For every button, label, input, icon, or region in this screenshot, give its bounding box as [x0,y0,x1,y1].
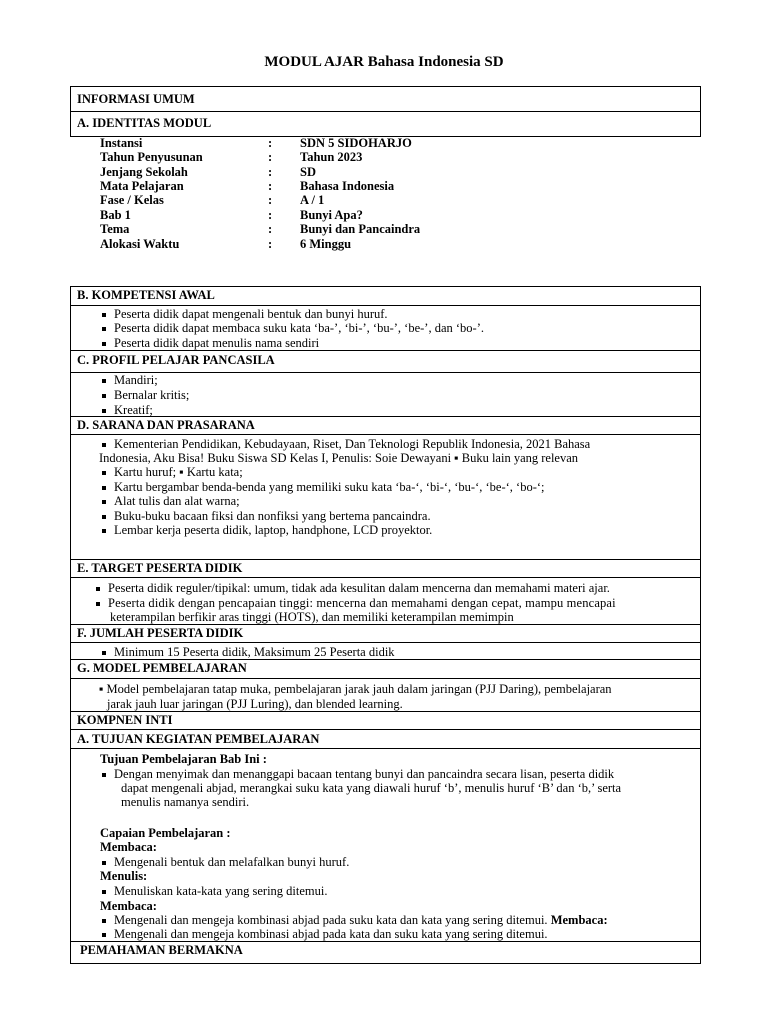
colon: : [268,136,273,150]
identitas-value-tahun: Tahun 2023 [300,150,363,164]
identitas-header [70,111,701,137]
profil-header: C. PROFIL PELAJAR PANCASILA [77,353,275,367]
identitas-label-jenjang: Jenjang Sekolah [100,165,188,179]
table-rule [70,434,701,435]
identitas-label-fase: Fase / Kelas [100,193,164,207]
list-item: ▪ Model pembelajaran tatap muka, pembelajaran jarak jauh dalam jaringan (PJJ Daring), pembelajaran [99,682,612,696]
jumlah-header: F. JUMLAH PESERTA DIDIK [77,626,244,640]
list-item-continuation: dapat mengenali abjad, merangkai suku kata yang diawali huruf ‘b’, menulis huruf ‘B’ dan ‘b,’ serta [121,781,622,795]
colon: : [268,193,273,207]
identitas-label-tema: Tema [100,222,130,236]
list-item-continuation: menulis namanya sendiri. [121,795,250,809]
list-item: Peserta didik dengan pencapaian tinggi: mencerna dan memahami dengan cepat, mampu mencapai [96,596,616,610]
table-rule [70,729,701,730]
identitas-value-fase: A / 1 [300,193,325,207]
table-rule [70,577,701,578]
table-rule [70,941,701,942]
table-rule [70,624,701,625]
list-item: Mengenali dan mengeja kombinasi abjad pada suku kata dan kata yang sering ditemui. Membaca: [102,913,608,927]
informasi-umum-header [70,86,701,112]
list-item: Minimum 15 Peserta didik, Maksimum 25 Peserta didik [102,645,395,659]
identitas-label-mapel: Mata Pelajaran [100,179,184,193]
kompetensi-header: B. KOMPETENSI AWAL [77,288,215,302]
colon: : [268,150,273,164]
list-item: Bernalar kritis; [102,388,189,402]
list-item-continuation: jarak jauh luar jaringan (PJJ Luring), dan blended learning. [107,697,403,711]
komponen-inti-header: KOMPNEN INTI [77,713,173,727]
list-item: Peserta didik dapat mengenali bentuk dan bunyi huruf. [102,307,388,321]
list-item: Alat tulis dan alat warna; [102,494,240,508]
list-item: Peserta didik reguler/tipikal: umum, tidak ada kesulitan dalam mencerna dan memahami materi ajar. [96,581,610,595]
sarana-header: D. SARANA DAN PRASARANA [77,418,255,432]
colon: : [268,179,273,193]
target-header: E. TARGET PESERTA DIDIK [77,561,243,575]
identitas-value-tema: Bunyi dan Pancaindra [300,222,421,236]
identitas-label-bab: Bab 1 [100,208,131,222]
membaca-heading: Membaca: [100,840,157,854]
table-rule [70,748,701,749]
colon: : [268,208,273,222]
identitas-value-jenjang: SD [300,165,316,179]
colon: : [268,165,273,179]
identitas-value-mapel: Bahasa Indonesia [300,179,395,193]
pemahaman-header: PEMAHAMAN BERMAKNA [80,943,243,957]
document-title: MODUL AJAR Bahasa Indonesia SD [264,54,504,70]
identitas-label-alokasi: Alokasi Waktu [100,237,180,251]
identitas-value-bab: Bunyi Apa? [300,208,363,222]
tujuan-header: A. TUJUAN KEGIATAN PEMBELAJARAN [77,732,320,746]
table-rule [70,350,701,351]
list-item-continuation: keterampilan berfikir aras tinggi (HOTS), dan memiliki keterampilan memimpin [110,610,514,624]
list-item: Buku-buku bacaan fiksi dan nonfiksi yang bertema pancaindra. [102,509,431,523]
table-rule [70,711,701,712]
table-rule [70,372,701,373]
identitas-label-instansi: Instansi [100,136,143,150]
list-item: Peserta didik dapat membaca suku kata ‘ba-’, ‘bi-’, ‘bu-’, ‘be-’, dan ‘bo-’. [102,321,484,335]
tujuan-subheading: Tujuan Pembelajaran Bab Ini : [100,752,267,766]
list-item: Mengenali bentuk dan melafalkan bunyi huruf. [102,855,349,869]
list-item: Kreatif; [102,403,153,417]
membaca-heading: Membaca: [100,899,157,913]
list-item: Mandiri; [102,373,158,387]
list-item-continuation: Indonesia, Aku Bisa! Buku Siswa SD Kelas I, Penulis: Soie Dewayani ▪ Buku lain yang relevan [99,451,579,465]
list-item: Kartu bergambar benda-benda yang memiliki suku kata ‘ba-‘, ‘bi-‘, ‘bu-‘, ‘be-‘, ‘bo-‘; [102,480,545,494]
list-item: Lembar kerja peserta didik, laptop, handphone, LCD proyektor. [102,523,432,537]
table-rule [70,642,701,643]
table-rule [70,416,701,417]
table-rule [70,678,701,679]
informasi-umum-label: INFORMASI UMUM [77,92,195,106]
colon: : [268,237,273,251]
capaian-heading: Capaian Pembelajaran : [100,826,231,840]
list-item: Peserta didik dapat menulis nama sendiri [102,336,319,350]
identitas-label: A. IDENTITAS MODUL [77,116,212,130]
menulis-heading: Menulis: [100,869,148,883]
table-rule [70,305,701,306]
list-item: Mengenali dan mengeja kombinasi abjad pada kata dan suku kata yang sering ditemui. [102,927,548,941]
identitas-label-tahun: Tahun Penyusunan [100,150,203,164]
list-item: Dengan menyimak dan menanggapi bacaan tentang bunyi dan pancaindra secara lisan, peserta didik [102,767,614,781]
list-item: Kementerian Pendidikan, Kebudayaan, Riset, Dan Teknologi Republik Indonesia, 2021 Bahasa [102,437,590,451]
list-item: Menuliskan kata-kata yang sering ditemui. [102,884,327,898]
model-header: G. MODEL PEMBELAJARAN [77,661,247,675]
list-item: Kartu huruf; ▪ Kartu kata; [102,465,243,479]
table-rule [70,659,701,660]
table-rule [70,559,701,560]
colon: : [268,222,273,236]
identitas-value-instansi: SDN 5 SIDOHARJO [300,136,412,150]
identitas-value-alokasi: 6 Minggu [300,237,352,251]
